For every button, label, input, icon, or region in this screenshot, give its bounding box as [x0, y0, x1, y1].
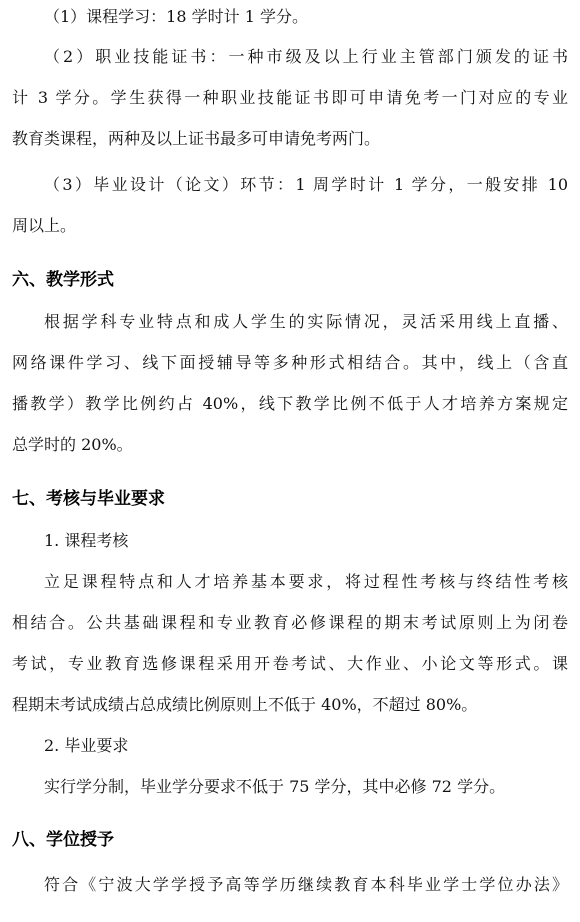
- paragraph-line: （2）职业技能证书：一种市级及以上行业主管部门颁发的证书: [44, 47, 568, 66]
- paragraph-line: （3）毕业设计（论文）环节：1 周学时计 1 学分，一般安排 10: [44, 175, 568, 194]
- section-heading-assessment: 七、考核与毕业要求: [12, 489, 165, 509]
- paragraph-line: 周以上。: [12, 216, 77, 235]
- subheading-graduation-requirements: 2. 毕业要求: [44, 736, 129, 755]
- paragraph-line: 相结合。公共基础课程和专业教育必修课程的期末考试原则上为闭卷: [12, 613, 568, 632]
- subheading-course-assessment: 1. 课程考核: [44, 531, 129, 550]
- paragraph-line: 考试，专业教育选修课程采用开卷考试、大作业、小论文等形式。课: [12, 654, 568, 673]
- section-heading-degree: 八、学位授予: [12, 830, 114, 850]
- paragraph-line: 立足课程特点和人才培养基本要求，将过程性考核与终结性考核: [44, 572, 568, 591]
- paragraph-line: 计 3 学分。学生获得一种职业技能证书即可申请免考一门对应的专业: [12, 88, 568, 107]
- paragraph-line: 符合《宁波大学学授予高等学历继续教育本科毕业学士学位办法》: [44, 875, 568, 894]
- paragraph-line: 实行学分制，毕业学分要求不低于 75 学分，其中必修 72 学分。: [44, 777, 506, 796]
- section-heading-teaching-form: 六、教学形式: [12, 270, 114, 290]
- paragraph-line: 根据学科专业特点和成人学生的实际情况，灵活采用线上直播、: [44, 312, 568, 331]
- paragraph-line: （1）课程学习：18 学时计 1 学分。: [44, 7, 308, 26]
- paragraph-line: 教育类课程，两种及以上证书最多可申请免考两门。: [12, 129, 381, 148]
- paragraph-line: 总学时的 20%。: [12, 435, 133, 454]
- paragraph-line: 网络课件学习、线下面授辅导等多种形式相结合。其中，线上（含直: [12, 353, 568, 372]
- paragraph-line: 程期末考试成绩占总成绩比例原则上不低于 40%，不超过 80%。: [12, 695, 478, 714]
- paragraph-line: 播教学）教学比例约占 40%，线下教学比例不低于人才培养方案规定: [12, 394, 568, 413]
